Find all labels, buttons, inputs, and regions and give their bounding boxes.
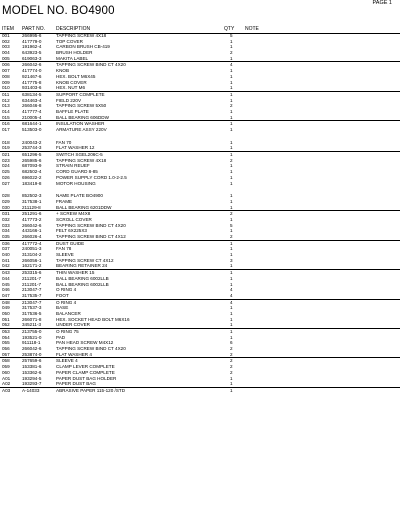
part-no-cell: 696022-2 <box>22 174 42 180</box>
part-no-cell: 266071-8 <box>22 316 42 322</box>
qty-cell: 2 <box>230 351 233 357</box>
part-no-cell: 417773-2 <box>22 216 42 222</box>
part-no-cell: 634463-4 <box>22 97 42 103</box>
qty-cell: 1 <box>230 275 233 281</box>
qty-cell: 5 <box>230 33 233 38</box>
description-cell: KNOB COVER <box>56 79 87 85</box>
description-cell: PAPER CLAMP COMPLETE <box>56 369 115 375</box>
item-cell: 036 <box>2 240 10 246</box>
qty-cell: 2 <box>230 364 233 370</box>
item-cell: 051 <box>2 316 10 322</box>
qty-cell: 1 <box>230 73 233 79</box>
qty-cell: 1 <box>230 316 233 322</box>
item-cell: 003 <box>2 44 10 50</box>
description-cell: FAN 78 <box>56 246 72 252</box>
part-no-cell: 651296-5 <box>22 152 42 158</box>
qty-cell: 1 <box>230 163 233 169</box>
description-cell: + SCREW M4X8 <box>56 211 91 217</box>
description-cell: BALL BEARING 6002LLB <box>56 275 109 281</box>
part-no-cell: 265985-6 <box>22 157 42 163</box>
description-cell: CLAMP LEVER COMPLETE <box>56 364 115 370</box>
qty-cell: 1 <box>230 152 233 158</box>
item-cell: 029 <box>2 198 10 204</box>
item-cell: 001 <box>2 33 10 38</box>
table-row <box>0 61 400 68</box>
part-no-cell: 211201-7 <box>22 281 42 287</box>
item-cell: 037 <box>2 246 10 252</box>
description-cell: HEX. SOCKET HEAD BOLT M6X16 <box>56 316 130 322</box>
part-no-cell: 251291-6 <box>22 211 42 217</box>
description-cell: TAPPING SCREW BIND CT 4X12 <box>56 234 126 239</box>
item-cell: 034 <box>2 228 10 234</box>
part-no-cell: 193521-0 <box>22 334 42 340</box>
description-cell: BASE <box>56 305 69 311</box>
item-cell: 018 <box>2 139 10 145</box>
qty-cell: 1 <box>230 193 233 199</box>
item-cell: 023 <box>2 157 10 163</box>
qty-cell: 1 <box>230 270 233 276</box>
item-cell: 002 <box>2 38 10 44</box>
item-cell: 030 <box>2 204 10 210</box>
part-no-cell: 240051-3 <box>22 246 42 252</box>
part-no-cell: 643923-5 <box>22 50 42 56</box>
description-cell: ABRASIVE PAPER 115-120 /STD <box>56 387 126 393</box>
item-cell: 056 <box>2 346 10 352</box>
part-no-cell: 253315-6 <box>22 270 42 276</box>
item-cell: 059 <box>2 364 10 370</box>
header-description: DESCRIPTION <box>56 26 91 32</box>
qty-cell: 1 <box>230 387 233 393</box>
description-cell: O RING 4 <box>56 287 77 293</box>
description-cell: PAD <box>56 334 66 340</box>
qty-cell: 1 <box>230 375 233 381</box>
qty-cell: 2 <box>230 234 233 239</box>
part-no-cell: 210005-4 <box>22 114 42 120</box>
qty-cell: 2 <box>230 157 233 163</box>
description-cell: FIELD 220V <box>56 97 82 103</box>
item-cell: 045 <box>2 281 10 287</box>
header-item: ITEM <box>2 26 14 32</box>
part-no-cell: 317538-1 <box>22 198 42 204</box>
part-no-cell: 213047-7 <box>22 287 42 293</box>
part-no-cell: 417774-0 <box>22 68 42 74</box>
qty-cell: 1 <box>230 114 233 120</box>
part-no-cell: 193293-7 <box>22 381 42 387</box>
qty-cell: 1 <box>230 55 233 61</box>
qty-cell: 1 <box>230 322 233 328</box>
item-cell: 044 <box>2 275 10 281</box>
item-cell: 032 <box>2 216 10 222</box>
part-no-cell: 266056-1 <box>22 257 42 263</box>
item-cell: 006 <box>2 62 10 68</box>
item-cell: 052 <box>2 322 10 328</box>
qty-cell: 1 <box>230 169 233 175</box>
qty-cell: 1 <box>230 204 233 210</box>
qty-cell: 1 <box>230 334 233 340</box>
part-no-cell: 417777-4 <box>22 108 42 114</box>
part-no-cell: 317535-7 <box>22 292 42 298</box>
description-cell: BRUSH HOLDER <box>56 50 93 56</box>
description-cell: HEX. NUT M6 <box>56 85 86 91</box>
item-cell: 013 <box>2 103 10 109</box>
table-row <box>0 240 400 247</box>
description-cell: FLAT WASHER 12 <box>56 145 95 151</box>
item-cell: 024 <box>2 163 10 169</box>
page-number: PAGE 1 <box>372 0 392 6</box>
part-no-cell: 266042-6 <box>22 222 42 228</box>
qty-cell: 2 <box>230 346 233 352</box>
part-no-cell: 266046-8 <box>22 103 42 109</box>
part-no-cell: 417772-4 <box>22 240 42 246</box>
qty-cell: 1 <box>230 281 233 287</box>
description-cell: CARBON BRUSH CB-419 <box>56 44 110 50</box>
qty-cell: 1 <box>230 329 233 334</box>
part-no-cell: 682502-4 <box>22 169 42 175</box>
item-cell: 004 <box>2 50 10 56</box>
description-cell: PAN HEAD SCREW M4X12 <box>56 340 114 346</box>
qty-cell: 3 <box>230 257 233 263</box>
part-no-cell: 253874-0 <box>22 351 42 357</box>
description-cell: O RING 75 <box>56 329 79 334</box>
qty-cell: 2 <box>230 211 233 217</box>
description-cell: BALL BEARING 606DDW <box>56 114 109 120</box>
qty-cell: 4 <box>230 287 233 293</box>
qty-cell: 1 <box>230 180 233 186</box>
row-spacer <box>0 186 400 193</box>
qty-cell: 1 <box>230 310 233 316</box>
description-cell: BEARING RETAINER 24 <box>56 263 108 269</box>
table-row <box>0 299 400 306</box>
part-no-cell: 253744-3 <box>22 145 42 151</box>
description-cell: O RING 4 <box>56 299 77 305</box>
qty-cell: 1 <box>230 85 233 91</box>
table-row <box>0 328 400 335</box>
qty-cell: 1 <box>230 246 233 252</box>
item-cell: 012 <box>2 97 10 103</box>
part-no-cell: 257659-6 <box>22 358 42 364</box>
qty-cell: 1 <box>230 127 233 132</box>
item-cell: 043 <box>2 270 10 276</box>
qty-cell: 1 <box>230 381 233 387</box>
item-cell: 060 <box>2 369 10 375</box>
item-cell: 008 <box>2 73 10 79</box>
description-cell: TAPPING SCREW 4X18 <box>56 157 107 163</box>
part-no-cell: 313104-2 <box>22 252 42 258</box>
qty-cell: 1 <box>230 38 233 44</box>
description-cell: MAKITA LABEL <box>56 55 89 61</box>
table-row <box>0 91 400 98</box>
description-cell: SLEEVE <box>56 252 74 258</box>
qty-cell: 2 <box>230 369 233 375</box>
item-cell: 035 <box>2 234 10 239</box>
qty-cell: 1 <box>230 198 233 204</box>
qty-cell: 1 <box>230 305 233 311</box>
part-no-cell: 417779-0 <box>22 38 42 44</box>
description-cell: POWER SUPPLY CORD 1.0-2-2.5 <box>56 174 127 180</box>
description-cell: DUST GUIDE <box>56 240 85 246</box>
description-cell: SUPPORT COMPLETE <box>56 91 105 97</box>
description-cell: NAME PLATE BO4900 <box>56 193 103 199</box>
description-cell: SLEEVE 4 <box>56 358 78 364</box>
part-no-cell: 345211-3 <box>22 322 42 328</box>
qty-cell: 1 <box>230 145 233 151</box>
description-cell: FLAT WASHER 4 <box>56 351 92 357</box>
item-cell: 019 <box>2 145 10 151</box>
part-no-cell: 193294-5 <box>22 375 42 381</box>
qty-cell: 1 <box>230 91 233 97</box>
item-cell: 033 <box>2 222 10 228</box>
description-cell: FRAME <box>56 198 73 204</box>
part-no-cell: 183419-8 <box>22 180 42 186</box>
part-no-cell: 443166-1 <box>22 228 42 234</box>
description-cell: MOTOR HOUSING <box>56 180 96 186</box>
item-cell: 015 <box>2 114 10 120</box>
item-cell: 031 <box>2 211 10 217</box>
header-note: NOTE <box>245 26 259 32</box>
table-row <box>0 151 400 158</box>
part-no-cell: 266042-6 <box>22 346 42 352</box>
model-title: MODEL NO. BO4900 <box>2 5 115 17</box>
description-cell: PAPER DUST BAG <box>56 381 96 387</box>
qty-cell: 2 <box>230 50 233 56</box>
part-no-cell: 317536-5 <box>22 310 42 316</box>
item-cell: 016 <box>2 121 10 127</box>
qty-cell: 1 <box>230 68 233 74</box>
qty-cell: 2 <box>230 358 233 364</box>
description-cell: BALL BEARING 6201DDW <box>56 204 112 210</box>
qty-cell: 1 <box>230 174 233 180</box>
part-no-cell: 513503-0 <box>22 127 42 132</box>
part-no-cell: 266026-4 <box>22 234 42 239</box>
description-cell: PAPER DUST BAG HOLDER <box>56 375 117 381</box>
part-no-cell: 921467-6 <box>22 73 42 79</box>
item-cell: 046 <box>2 287 10 293</box>
part-no-cell: A-14033 <box>22 387 40 393</box>
parts-table <box>0 33 400 394</box>
row-spacer <box>0 133 400 140</box>
qty-cell: 1 <box>230 97 233 103</box>
item-cell: 047 <box>2 292 10 298</box>
description-cell: FELT 6X225X3 <box>56 228 87 234</box>
part-no-cell: 266995-6 <box>22 33 42 38</box>
qty-cell: 1 <box>230 263 233 269</box>
item-cell: 058 <box>2 358 10 364</box>
part-no-cell: 240043-2 <box>22 139 42 145</box>
item-cell: A01 <box>2 375 11 381</box>
qty-cell: 5 <box>230 222 233 228</box>
description-cell: UNDER COVER <box>56 322 90 328</box>
qty-cell: 6 <box>230 340 233 346</box>
description-cell: SWITCH SGEL206C-5 <box>56 152 103 158</box>
description-cell: FAN 70 <box>56 139 72 145</box>
qty-cell: 1 <box>230 252 233 258</box>
part-no-cell: 153362-6 <box>22 369 42 375</box>
item-cell: 025 <box>2 169 10 175</box>
part-no-cell: 317537-3 <box>22 305 42 311</box>
header-part-no: PART NO. <box>22 26 46 32</box>
table-row <box>0 269 400 276</box>
description-cell: BALANCER <box>56 310 81 316</box>
qty-cell: 4 <box>230 299 233 305</box>
part-no-cell: 619063-3 <box>22 55 42 61</box>
description-cell: TAPPING SCREW BIND CT 4X20 <box>56 62 126 68</box>
description-cell: TAPPING SCREW 5X50 <box>56 103 107 109</box>
header-qty: QTY <box>224 26 235 32</box>
qty-cell: 1 <box>230 79 233 85</box>
table-row <box>0 210 400 217</box>
item-cell: 050 <box>2 310 10 316</box>
description-cell: TOP COVER <box>56 38 83 44</box>
description-cell: TAPPING SCREW BIND CT 4X20 <box>56 222 126 228</box>
part-no-cell: 687093-9 <box>22 163 42 169</box>
description-cell: KNOB <box>56 68 70 74</box>
table-row <box>0 387 400 394</box>
part-no-cell: 931403-6 <box>22 85 42 91</box>
part-no-cell: 213755-0 <box>22 329 42 334</box>
part-no-cell: 681644-1 <box>22 121 42 127</box>
description-cell: BALL BEARING 6002LLB <box>56 281 109 287</box>
qty-cell: 4 <box>230 62 233 68</box>
description-cell: CORD GUARD 8-85 <box>56 169 98 175</box>
item-cell: 042 <box>2 263 10 269</box>
qty-cell: 1 <box>230 240 233 246</box>
qty-cell: 1 <box>230 121 233 127</box>
item-cell: A02 <box>2 381 11 387</box>
item-cell: 028 <box>2 193 10 199</box>
item-cell: 009 <box>2 79 10 85</box>
part-no-cell: 191962-4 <box>22 44 42 50</box>
part-no-cell: 153381-6 <box>22 364 42 370</box>
part-no-cell: 638134-5 <box>22 91 42 97</box>
description-cell: STRAIN REUEF <box>56 163 90 169</box>
item-cell: 007 <box>2 68 10 74</box>
item-cell: 010 <box>2 85 10 91</box>
item-cell: 057 <box>2 351 10 357</box>
item-cell: 021 <box>2 152 10 158</box>
part-no-cell: 211201-7 <box>22 275 42 281</box>
qty-cell: 1 <box>230 44 233 50</box>
item-cell: 040 <box>2 252 10 258</box>
item-cell: 048 <box>2 299 10 305</box>
description-cell: HEX. BOLT M6X45 <box>56 73 96 79</box>
description-cell: TAPPING SCREW CT 4X12 <box>56 257 114 263</box>
item-cell: 026 <box>2 174 10 180</box>
item-cell: 014 <box>2 108 10 114</box>
item-cell: 017 <box>2 127 10 132</box>
qty-cell: 1 <box>230 216 233 222</box>
item-cell: 055 <box>2 340 10 346</box>
part-no-cell: 162171-2 <box>22 263 42 269</box>
item-cell: 049 <box>2 305 10 311</box>
table-row <box>0 357 400 364</box>
description-cell: SCROLL COVER <box>56 216 92 222</box>
qty-cell: 1 <box>230 139 233 145</box>
item-cell: 053 <box>2 329 10 334</box>
description-cell: BAFFLE PLATE <box>56 108 89 114</box>
part-no-cell: 211129-8 <box>22 204 41 210</box>
qty-cell: 2 <box>230 103 233 109</box>
description-cell: TAPPING SCREW 4X18 <box>56 33 107 38</box>
description-cell: THIN WASHER 15 <box>56 270 95 276</box>
item-cell: 011 <box>2 91 10 97</box>
qty-cell: 1 <box>230 108 233 114</box>
item-cell: 041 <box>2 257 10 263</box>
part-no-cell: 417775-8 <box>22 79 42 85</box>
part-no-cell: 911118-1 <box>22 340 41 346</box>
part-no-cell: 852502-3 <box>22 193 42 199</box>
description-cell: ARMATURE ASSY 220V <box>56 127 107 132</box>
part-no-cell: 266042-6 <box>22 62 42 68</box>
item-cell: 005 <box>2 55 10 61</box>
description-cell: TAPPING SCREW BIND CT 4X20 <box>56 346 126 352</box>
qty-cell: 4 <box>230 292 233 298</box>
table-row <box>0 120 400 127</box>
description-cell: INSULATION WASHER <box>56 121 105 127</box>
item-cell: 054 <box>2 334 10 340</box>
item-cell: 027 <box>2 180 10 186</box>
description-cell: FOOT <box>56 292 69 298</box>
part-no-cell: 213047-7 <box>22 299 42 305</box>
item-cell: A03 <box>2 387 11 393</box>
qty-cell: 1 <box>230 228 233 234</box>
